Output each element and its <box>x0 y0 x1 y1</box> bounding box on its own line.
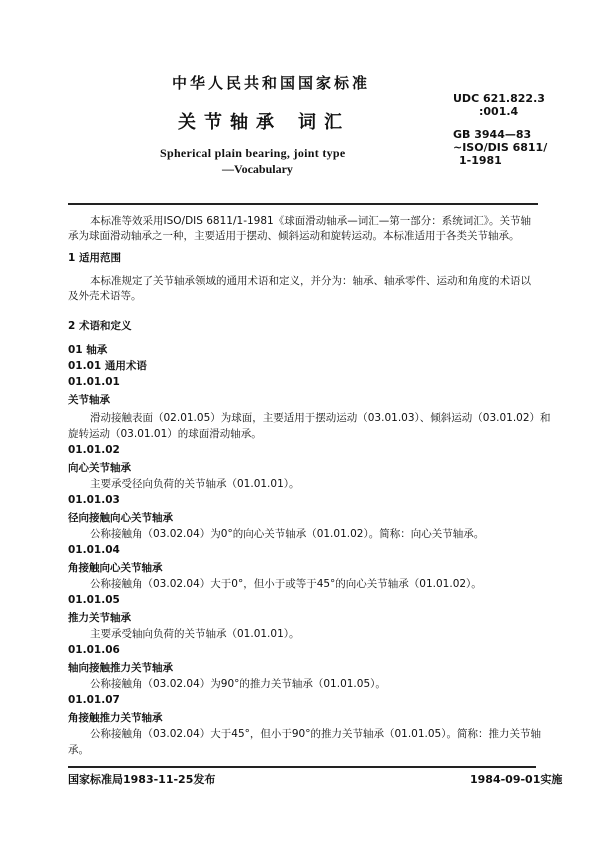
title-cn-part1: 关节轴承 <box>178 112 282 133</box>
entry-code: 01.01.06 <box>68 644 120 656</box>
entry-code: 01.01.03 <box>68 494 120 506</box>
section-1-heading: 1 适用范围 <box>68 252 121 264</box>
entry-code: 01.01.01 <box>68 376 120 388</box>
effective-date: 1984-09-01实施 <box>470 773 563 786</box>
section-1-body <box>68 274 538 304</box>
entry-code: 01.01.07 <box>68 694 120 706</box>
entry-definition: 滑动接触表面（02.01.05）为球面，主要适用于摆动运动（03.01.03）、倾斜运动（03.01.02）和 <box>90 412 551 424</box>
header-divider <box>68 203 538 205</box>
title-english-line1: Spherical plain bearing, joint type <box>160 146 346 160</box>
entry-definition: 公称接触角（03.02.04）大于0°，但小于或等于45°的向心关节轴承（01.01.02）。 <box>90 578 482 590</box>
entry-definition-cont: 承。 <box>68 744 89 756</box>
entry-term: 径向接触向心关节轴承 <box>68 512 173 524</box>
intro-text: 本标准等效采用ISO/DIS 6811/1-1981《球面滑动轴承—词汇—第一部分：系统词汇》。关节轴承为球面滑动轴承之一种，主要适用于摆动、倾斜运动和旋转运动。本标准适用于各类关节轴承。 <box>68 215 531 242</box>
entry-definition: 公称接触角（03.02.04）为0°的向心关节轴承（01.01.02）。简称：向心关节轴承。 <box>90 528 485 540</box>
footer-divider <box>68 766 536 768</box>
entry-term: 角接触向心关节轴承 <box>68 562 163 574</box>
entry-code: 01.01.05 <box>68 594 120 606</box>
national-standard-label: 中华人民共和国国家标准 <box>172 74 371 92</box>
udc-code <box>453 92 545 118</box>
gb-line2: ~ISO/DIS 6811/ <box>453 141 548 154</box>
entry-term: 向心关节轴承 <box>68 462 131 474</box>
section-1-text: 本标准规定了关节轴承领域的通用术语和定义，并分为：轴承、轴承零件、运动和角度的术语以及外壳术语等。 <box>68 275 531 302</box>
entry-term: 角接触推力关节轴承 <box>68 712 163 724</box>
section-2-heading: 2 术语和定义 <box>68 320 132 332</box>
entry-term: 轴向接触推力关节轴承 <box>68 662 173 674</box>
entry-term: 关节轴承 <box>68 394 110 406</box>
entry-term: 推力关节轴承 <box>68 612 131 624</box>
gb-line1: GB 3944—83 <box>453 128 532 141</box>
title-cn-part2: 词汇 <box>298 112 350 133</box>
entry-definition: 公称接触角（03.02.04）为90°的推力关节轴承（01.01.05）。 <box>90 678 386 690</box>
issue-date: 国家标准局1983-11-25发布 <box>68 773 216 786</box>
entry-01-01: 01.01 通用术语 <box>68 360 147 372</box>
entry-01: 01 轴承 <box>68 344 108 356</box>
entry-definition-cont: 旋转运动（03.01.01）的球面滑动轴承。 <box>68 428 262 440</box>
udc-line1: UDC 621.822.3 <box>453 92 545 105</box>
entry-definition: 主要承受轴向负荷的关节轴承（01.01.01）。 <box>90 628 300 640</box>
gb-code <box>453 128 547 167</box>
gb-line3: 1-1981 <box>459 154 502 167</box>
title-english-line2: —Vocabulary <box>222 162 293 176</box>
entry-definition: 公称接触角（03.02.04）大于45°，但小于90°的推力关节轴承（01.01.05）。简称：推力关节轴 <box>90 728 541 740</box>
entry-definition: 主要承受径向负荷的关节轴承（01.01.01）。 <box>90 478 300 490</box>
entry-code: 01.01.04 <box>68 544 120 556</box>
entry-code: 01.01.02 <box>68 444 120 456</box>
intro-paragraph <box>68 214 538 244</box>
title-chinese <box>178 108 350 134</box>
udc-line2: :001.4 <box>479 105 519 118</box>
